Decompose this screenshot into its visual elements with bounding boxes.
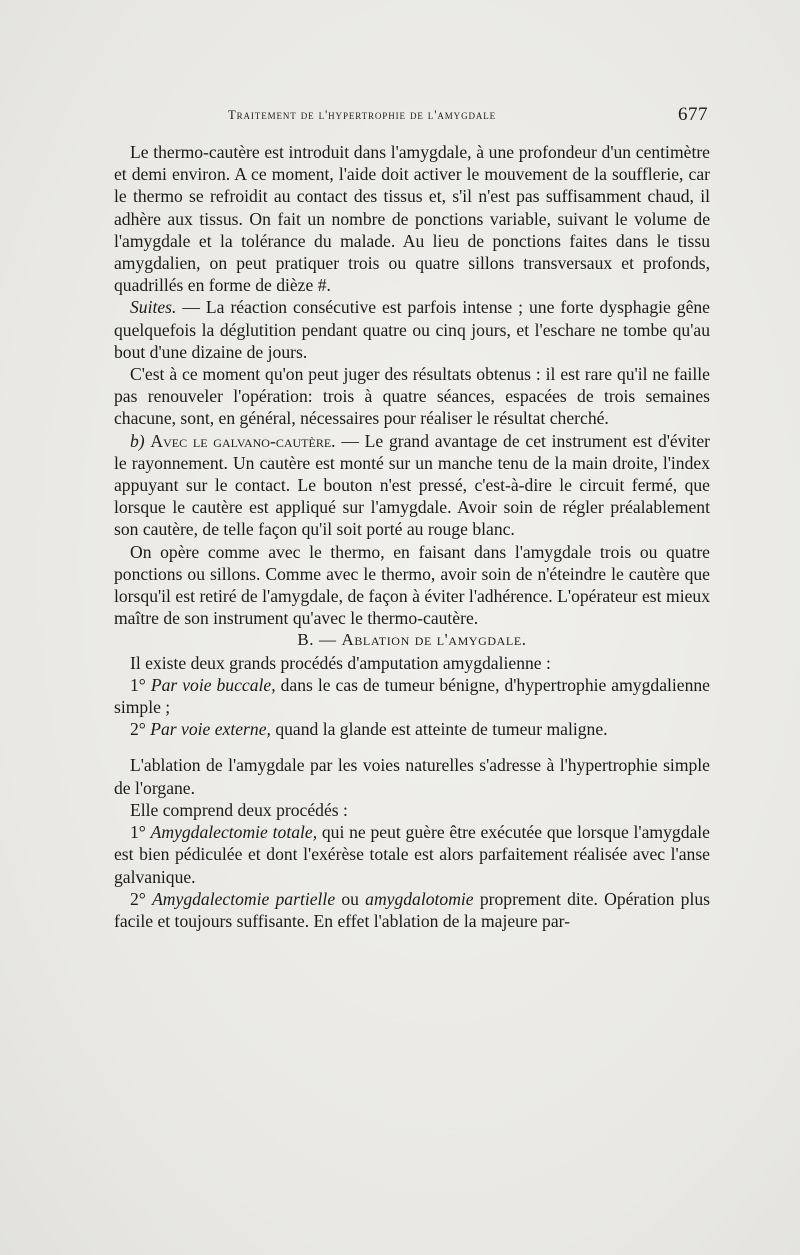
voie-externe-text: quand la glande est atteinte de tumeur maligne. <box>270 719 608 740</box>
page-number: 677 <box>678 104 708 125</box>
galvano-text: — Le grand avantage de cet instrument est d'éviter le rayonnement. Un cautère est monté sur un manche tenu de la main droite, l'index appuyant sur le contact. Le bouton n'est pressé, c'est-à-dire le circuit fermé, que lorsque le cautère est appliqué sur l'amygdale. Avoir soin de régler préalablement son cautère, de telle façon qu'il soit porté au rouge blanc. <box>114 430 710 540</box>
partielle-text: proprement dite. Opération plus facile et toujours suffisante. En effet l'ablation de la majeure par- <box>114 888 710 931</box>
suites-text: — La réaction consécutive est parfois intense ; une forte dysphagie gêne quelquefois la déglutition pendant quatre ou cinq jours, et l'eschare ne tombe qu'au bout d'une dizaine de jours. <box>114 297 710 362</box>
paragraph-galvano <box>114 430 710 541</box>
totale-lead: Amygdalectomie totale, <box>150 822 318 843</box>
section-heading-prefix: B. — <box>297 630 342 650</box>
totale-num: 1° <box>130 822 146 843</box>
paragraph-amygdalectomie-totale <box>114 821 710 888</box>
paragraph-amygdalectomie-partielle <box>114 888 710 932</box>
voie-buccale-num: 1° <box>130 674 146 695</box>
paragraph-operation: On opère comme avec le thermo, en faisant dans l'amygdale trois ou quatre ponctions ou sillons. Comme avec le thermo, avoir soin de n'éteindre le cautère que lorsqu'il est retiré de l'amygdale, de façon à éviter l'adhérence. L'opérateur est mieux maître de son instrument qu'avec le thermo-cautère. <box>114 541 710 629</box>
paragraph-ablation: L'ablation de l'amygdale par les voies naturelles s'adresse à l'hypertrophie simple de l'organe. <box>114 755 710 798</box>
paragraph-resultats: C'est à ce moment qu'on peut juger des résultats obtenus : il est rare qu'il ne faille pas renouveler l'opération: trois à quatre séances, espacées de trois semaines chacune, sont, en général, nécessaires pour réaliser le résultat cherché. <box>114 364 710 429</box>
voie-externe-lead: Par voie externe, <box>150 719 271 740</box>
galvano-label: b) <box>130 430 145 451</box>
paragraph-voie-externe <box>114 718 710 740</box>
suites-lead: Suites. <box>130 297 177 318</box>
partielle-lead: Amygdalectomie partielle <box>152 888 336 909</box>
paragraph-procedes: Il existe deux grands procédés d'amputation amygdalienne : <box>130 652 551 673</box>
partielle-mid: ou <box>335 888 366 909</box>
running-head <box>114 104 710 128</box>
galvano-lead: Avec le galvano-cautère. <box>150 430 336 451</box>
paragraph-voie-buccale <box>114 674 710 718</box>
partielle-num: 2° <box>130 888 146 909</box>
paragraph-suites <box>114 296 710 363</box>
voie-buccale-lead: Par voie buccale, <box>150 674 276 695</box>
section-heading <box>114 629 710 651</box>
totale-text: qui ne peut guère être exécutée que lorsque l'amygdale est bien pédiculée et dont l'exérèse totale est alors parfaitement réalisée avec l'anse galvanique. <box>114 822 710 887</box>
voie-buccale-text: dans le cas de tumeur bénigne, d'hypertrophie amygdalienne simple ; <box>114 674 710 718</box>
voie-externe-num: 2° <box>130 719 146 740</box>
paragraph-spacer <box>114 740 710 754</box>
partielle-lead2: amygdalotomie <box>365 888 474 909</box>
body-text <box>114 141 710 932</box>
section-heading-title: Ablation de l'amygdale. <box>341 630 527 650</box>
paragraph-deux-procedes: Elle comprend deux procédés : <box>130 799 348 820</box>
running-title: Traitement de l'hypertrophie de l'amygdale <box>228 108 497 122</box>
paragraph-thermo-cautere: Le thermo-cautère est introduit dans l'amygdale, à une profondeur d'un centimètre et demi environ. A ce moment, l'aide doit activer le mouvement de la soufflerie, car le thermo se refroidit au contact des tissus et, s'il n'est pas suffisamment chaud, il adhère aux tissus. On fait un nombre de ponctions variable, suivant le volume de l'amygdale et la tolérance du malade. Au lieu de ponctions faites dans le tissu amygdalien, on peut pratiquer trois ou quatre sillons transversaux et profonds, quadrillés en forme de dièze #. <box>114 142 710 296</box>
